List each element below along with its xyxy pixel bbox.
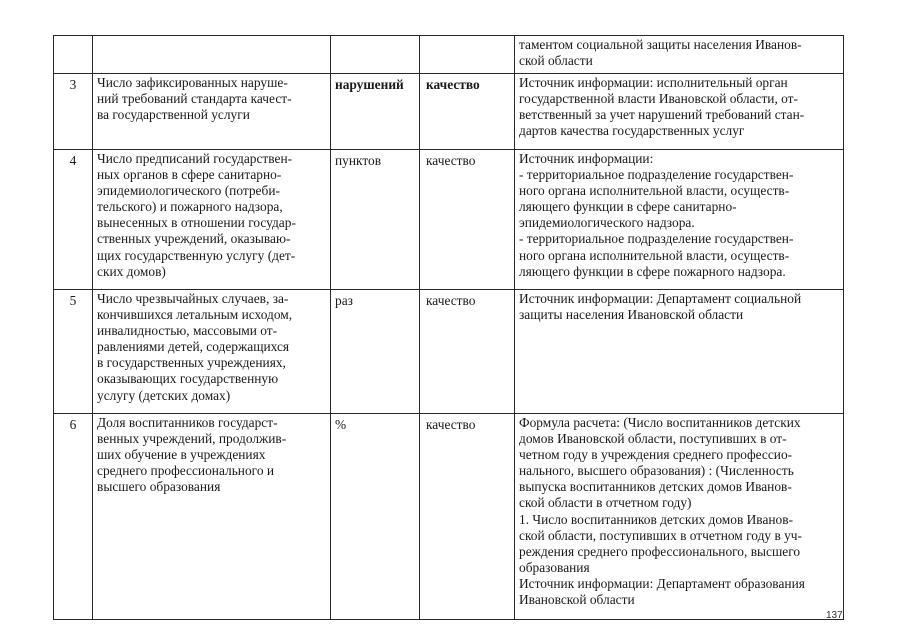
indicator-name xyxy=(93,150,331,290)
indicator-name-line: Число зафиксированных наруше- xyxy=(97,75,288,90)
indicator-type: качество xyxy=(420,414,515,620)
indicator-name-line: Число предписаний государствен- xyxy=(97,151,293,166)
indicator-name-line: в государственных учреждениях, xyxy=(97,355,286,371)
information-source-line: дартов качества государственных услуг xyxy=(519,123,745,139)
indicator-name-line: ва государственной услуги xyxy=(97,107,250,123)
indicator-name-line: высшего образования xyxy=(97,479,221,495)
indicator-name-line: вынесенных в отношении государ- xyxy=(97,215,296,231)
information-source-line: образования xyxy=(519,559,590,575)
information-source-line: Источник информации: Департамент образования xyxy=(519,575,805,591)
indicator-type: качество xyxy=(420,74,515,150)
page-number: 137 xyxy=(826,610,843,621)
information-source-line: ской области xyxy=(519,53,593,69)
information-source xyxy=(515,290,844,414)
row-number: 5 xyxy=(54,290,93,414)
indicator-name-line: венных учреждений, продолжив- xyxy=(97,431,287,447)
indicator-name-line: ственных учреждений, оказываю- xyxy=(97,231,291,247)
information-source-line: - территориальное подразделение государствен- xyxy=(519,167,794,183)
information-source-line: ветственный за учет нарушений требований стан- xyxy=(519,107,805,123)
information-source-line: ляющего функции в сфере пожарного надзора. xyxy=(519,263,786,279)
information-source-line: Источник информации: Департамент социальной xyxy=(519,291,802,306)
table-row xyxy=(54,414,844,620)
table-row xyxy=(54,290,844,414)
indicator-name-line: щих государственную услугу (дет- xyxy=(97,247,296,263)
information-source-line: 1. Число воспитанников детских домов Иванов- xyxy=(519,511,794,527)
indicator-name-line: Доля воспитанников государст- xyxy=(97,415,278,430)
information-source xyxy=(515,36,844,74)
information-source-line: - территориальное подразделение государствен- xyxy=(519,231,794,247)
table-body xyxy=(54,36,844,620)
unit-of-measure: пунктов xyxy=(331,150,420,290)
information-source xyxy=(515,74,844,150)
indicator-type: качество xyxy=(420,290,515,414)
indicator-name-line: оказывающих государственную xyxy=(97,371,279,387)
row-number: 4 xyxy=(54,150,93,290)
information-source-line: Источник информации: исполнительный орган xyxy=(519,75,788,90)
indicator-name-line: эпидемиологического (потреби- xyxy=(97,183,280,199)
indicator-name-line: тельского) и пожарного надзора, xyxy=(97,199,283,215)
indicators-table xyxy=(53,35,844,620)
indicator-type xyxy=(420,36,515,74)
information-source-line: Ивановской области xyxy=(519,592,635,608)
indicator-name xyxy=(93,414,331,620)
row-number xyxy=(54,36,93,74)
table-row xyxy=(54,150,844,290)
information-source-line: выпуска воспитанников детских домов Иванов- xyxy=(519,479,792,495)
indicator-name-line: ных органов в сфере санитарно- xyxy=(97,167,282,183)
indicator-name xyxy=(93,290,331,414)
information-source-line: Источник информации: xyxy=(519,151,654,166)
indicator-name xyxy=(93,74,331,150)
information-source-line: ской области в отчетном году) xyxy=(519,495,692,511)
information-source-line: ного органа исполнительной власти, осуществ- xyxy=(519,247,790,263)
unit-of-measure: % xyxy=(331,414,420,620)
information-source-line: нального, высшего образования) : (Численность xyxy=(519,463,794,479)
information-source-line: таментом социальной защиты населения Иванов- xyxy=(519,37,802,52)
indicator-name-line: услугу (детских домах) xyxy=(97,387,231,403)
indicator-type: качество xyxy=(420,150,515,290)
information-source-line: Формула расчета: (Число воспитанников детских xyxy=(519,415,801,430)
information-source-line: домов Ивановской области, поступивших в от- xyxy=(519,431,787,447)
indicator-name-line: кончившихся летальным исходом, xyxy=(97,307,293,323)
indicator-name-line: ний требований стандарта качест- xyxy=(97,91,292,107)
information-source-line: государственной власти Ивановской области, от- xyxy=(519,91,798,107)
table-row xyxy=(54,74,844,150)
information-source-line: защиты населения Ивановской области xyxy=(519,307,744,323)
information-source-line: четном году в учреждения среднего профессио- xyxy=(519,447,793,463)
information-source xyxy=(515,150,844,290)
information-source-line: эпидемиологического надзора. xyxy=(519,215,695,231)
information-source-line: реждения среднего профессионального, высшего xyxy=(519,543,801,559)
information-source-line: ской области, поступивших в отчетном году в уч- xyxy=(519,527,802,543)
indicator-name-line: равлениями детей, содержащихся xyxy=(97,339,290,355)
information-source-line: ляющего функции в сфере санитарно- xyxy=(519,199,737,215)
unit-of-measure: раз xyxy=(331,290,420,414)
table-row xyxy=(54,36,844,74)
row-number: 3 xyxy=(54,74,93,150)
information-source xyxy=(515,414,844,620)
indicator-name-line: инвалидностью, массовыми от- xyxy=(97,323,278,339)
unit-of-measure xyxy=(331,36,420,74)
indicator-name-line: среднего профессионального и xyxy=(97,463,275,479)
indicator-name-line: Число чрезвычайных случаев, за- xyxy=(97,291,289,306)
indicator-name xyxy=(93,36,331,74)
indicator-name-line: ших обучение в учреждениях xyxy=(97,447,266,463)
information-source-line: ного органа исполнительной власти, осуществ- xyxy=(519,183,790,199)
unit-of-measure: нарушений xyxy=(331,74,420,150)
indicator-name-line: ских домов) xyxy=(97,263,166,279)
row-number: 6 xyxy=(54,414,93,620)
